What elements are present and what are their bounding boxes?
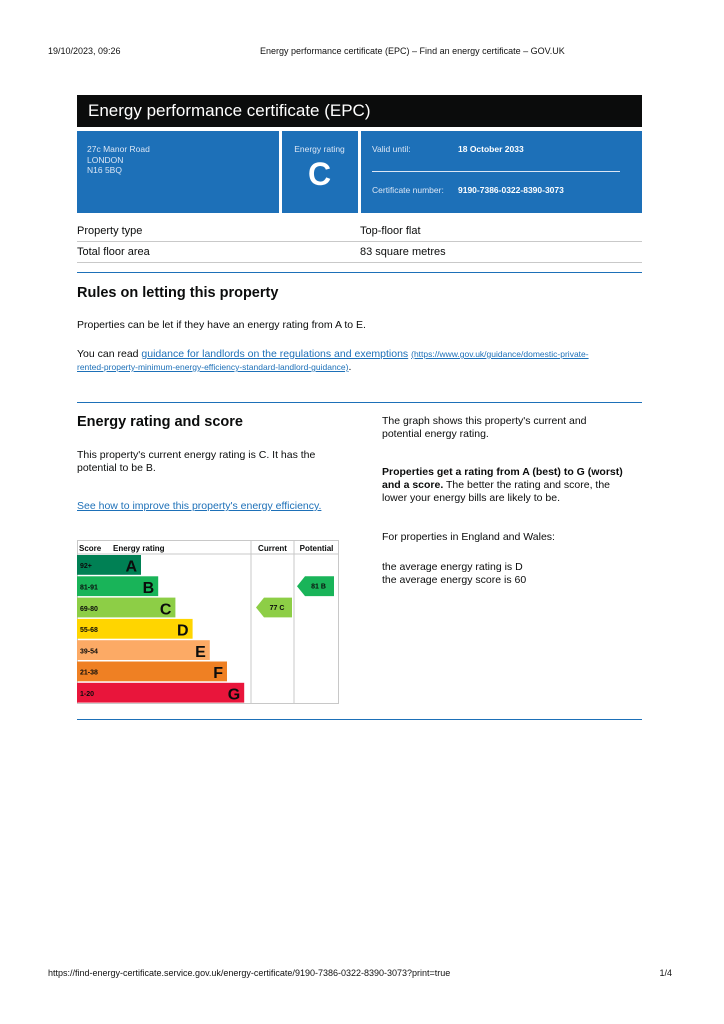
property-type-label: Property type xyxy=(77,225,143,237)
averages xyxy=(382,561,526,587)
score-summary-line: potential to be B. xyxy=(77,462,156,474)
rating-scale-text: The better the rating and score, the xyxy=(443,479,611,491)
energy-rating-chart xyxy=(77,540,339,704)
divider xyxy=(358,131,361,213)
band-letter-label: E xyxy=(195,643,206,661)
score-heading: Energy rating and score xyxy=(77,414,243,430)
band-score-label: 69-80 xyxy=(80,605,98,613)
band-letter-label: G xyxy=(227,686,241,704)
band-letter-label: B xyxy=(142,579,155,597)
floor-area-value: 83 square metres xyxy=(360,246,446,258)
rules-paragraph: Properties can be let if they have an energy rating from A to E. xyxy=(77,319,366,331)
graph-explanation xyxy=(382,415,647,441)
graph-explanation-line: potential energy rating. xyxy=(382,428,489,440)
energy-rating-letter: C xyxy=(307,156,332,192)
band-score-label: 81-91 xyxy=(80,584,98,592)
rules-guidance-paragraph xyxy=(77,348,647,374)
rating-column-header: Energy rating xyxy=(113,544,165,553)
band-letter-label: A xyxy=(125,558,137,576)
rating-scale-text: lower your energy bills are likely to be. xyxy=(382,492,560,504)
address-line: 27c Manor Road xyxy=(87,144,150,154)
rating-scale-bold: and a score. xyxy=(382,479,444,491)
valid-until-label: Valid until: xyxy=(372,144,411,154)
valid-until-value: 18 October 2033 xyxy=(458,144,524,154)
page-number: 1/4 xyxy=(659,968,672,978)
energy-rating-label: Energy rating xyxy=(294,144,345,154)
address-line: N16 5BQ xyxy=(87,165,122,175)
guidance-prefix: You can read xyxy=(77,348,142,360)
print-date: 19/10/2023, 09:26 xyxy=(48,46,121,56)
band-letter-label: D xyxy=(177,622,189,640)
certificate-number-value: 9190-7386-0322-8390-3073 xyxy=(458,185,564,195)
energy-rating-graph xyxy=(77,540,339,704)
score-summary xyxy=(77,449,347,475)
property-type-row xyxy=(77,221,642,242)
floor-area-row xyxy=(77,242,642,263)
england-wales-label: For properties in England and Wales: xyxy=(382,531,555,543)
band-score-label: 21-38 xyxy=(80,669,98,677)
property-type-value: Top-floor flat xyxy=(360,225,421,237)
potential-column-header: Potential xyxy=(299,544,334,553)
band-letter-label: F xyxy=(213,665,223,683)
band-g-bar xyxy=(77,683,244,703)
guidance-url[interactable]: rented-property-minimum-energy-efficiency-standard-landlord-guidance) xyxy=(77,362,349,372)
divider xyxy=(372,171,620,172)
score-column-header: Score xyxy=(79,544,102,553)
print-page-title: Energy performance certificate (EPC) – Find an energy certificate – GOV.UK xyxy=(260,46,565,56)
certificate-summary xyxy=(77,131,642,213)
potential-rating-label: 81 B xyxy=(311,583,326,591)
section-divider xyxy=(77,719,642,720)
current-rating-label: 77 C xyxy=(269,605,285,612)
band-score-label: 92+ xyxy=(80,563,92,571)
floor-area-label: Total floor area xyxy=(77,246,150,258)
score-summary-line: This property's current energy rating is C. It has the xyxy=(77,449,316,461)
print-url: https://find-energy-certificate.service.gov.uk/energy-certificate/9190-7386-0322-8390-3073?print=true xyxy=(48,968,451,978)
landlord-guidance-link[interactable]: guidance for landlords on the regulations and exemptions xyxy=(141,348,409,360)
band-f-bar xyxy=(77,662,227,682)
address-line: LONDON xyxy=(87,154,124,165)
section-divider xyxy=(77,272,642,273)
property-address xyxy=(87,144,150,176)
section-divider xyxy=(77,402,642,403)
average-rating: the average energy rating is D xyxy=(382,561,523,573)
improve-efficiency-link[interactable]: See how to improve this property's energy efficiency. xyxy=(77,500,322,512)
band-score-label: 39-54 xyxy=(80,648,98,656)
current-column-header: Current xyxy=(258,544,287,553)
certificate-number-label: Certificate number: xyxy=(372,185,444,195)
rating-scale-bold: Properties get a rating from A (best) to G (worst) xyxy=(382,466,623,478)
band-letter-label: C xyxy=(159,601,172,619)
band-score-label: 55-68 xyxy=(80,627,98,635)
certificate-heading: Energy performance certificate (EPC) xyxy=(77,95,642,127)
graph-explanation-line: The graph shows this property's current and xyxy=(382,415,587,427)
rules-heading: Rules on letting this property xyxy=(77,285,279,301)
rating-scale-explanation xyxy=(382,466,647,505)
guidance-url[interactable]: (https://www.gov.uk/guidance/domestic-private- xyxy=(411,349,589,359)
average-score: the average energy score is 60 xyxy=(382,574,527,586)
guidance-suffix: . xyxy=(348,361,352,373)
band-score-label: 1-20 xyxy=(80,690,95,698)
